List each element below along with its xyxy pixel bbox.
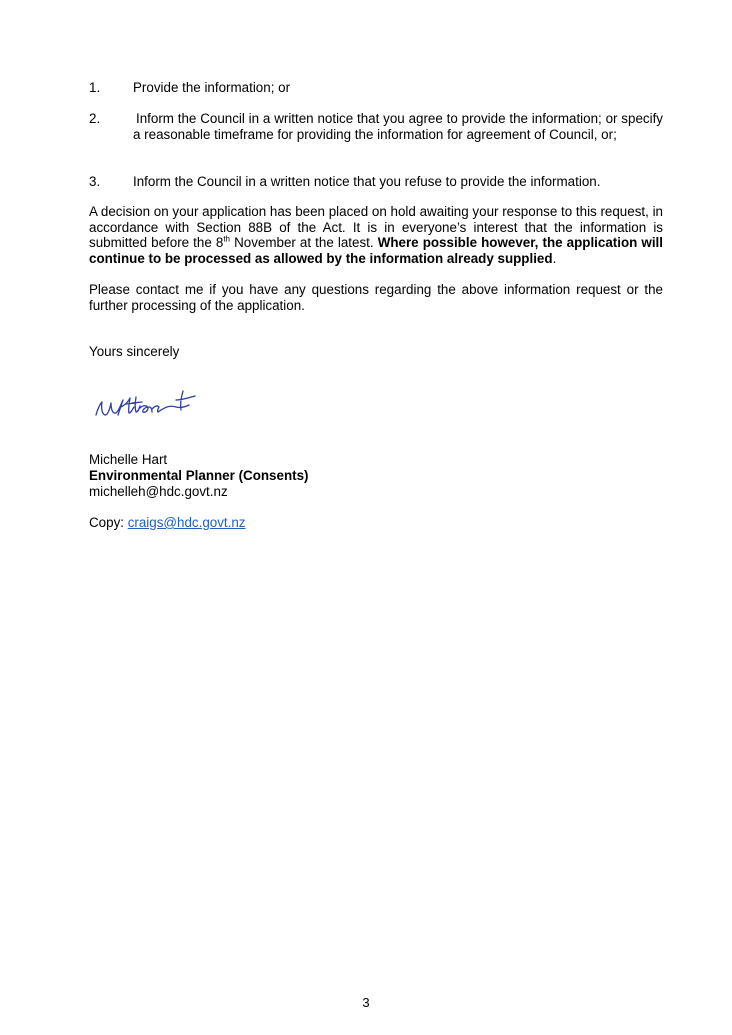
signatory-title: Environmental Planner (Consents) — [89, 468, 309, 483]
closing-salutation: Yours sincerely — [89, 344, 180, 359]
bold-statement: Where possible however, the application will continue to be processed as allowed by the information already supplied — [89, 235, 663, 266]
list-item-3 — [89, 174, 663, 190]
copy-line — [89, 515, 663, 531]
decision-paragraph: A decision on your application has been placed on hold awaiting your response to this request, in accordance with Section 88B of the Act. It is in everyone’s interest that the information is submitted before the 8th November at the latest. Where possible however, the application will continue to be processed as allowed by the information already supplied. — [89, 204, 663, 266]
list-item-text: Inform the Council in a written notice that you refuse to provide the information. — [133, 174, 601, 189]
copy-label: Copy: — [89, 515, 128, 530]
list-item-1 — [89, 80, 663, 96]
page-number: 3 — [362, 995, 370, 1010]
list-item-number: 2. — [89, 111, 101, 126]
list-item-number: 1. — [89, 80, 101, 95]
copy-email-link[interactable]: craigs@hdc.govt.nz — [127, 515, 246, 530]
list-item-text: Inform the Council in a written notice that you agree to provide the information; or specify a reasonable timeframe for providing the information for agreement of Council, or; — [133, 111, 663, 142]
handwritten-signature — [92, 388, 202, 424]
signatory-name: Michelle Hart — [89, 452, 168, 467]
list-item-number: 3. — [89, 174, 101, 189]
list-item-2 — [89, 111, 663, 142]
signatory-email: michelleh@hdc.govt.nz — [89, 484, 228, 499]
list-item-text: Provide the information; or — [133, 80, 291, 95]
ordinal-suffix: th — [223, 234, 230, 244]
contact-paragraph: Please contact me if you have any questions regarding the above information request or the further processing of the application. — [89, 282, 663, 313]
